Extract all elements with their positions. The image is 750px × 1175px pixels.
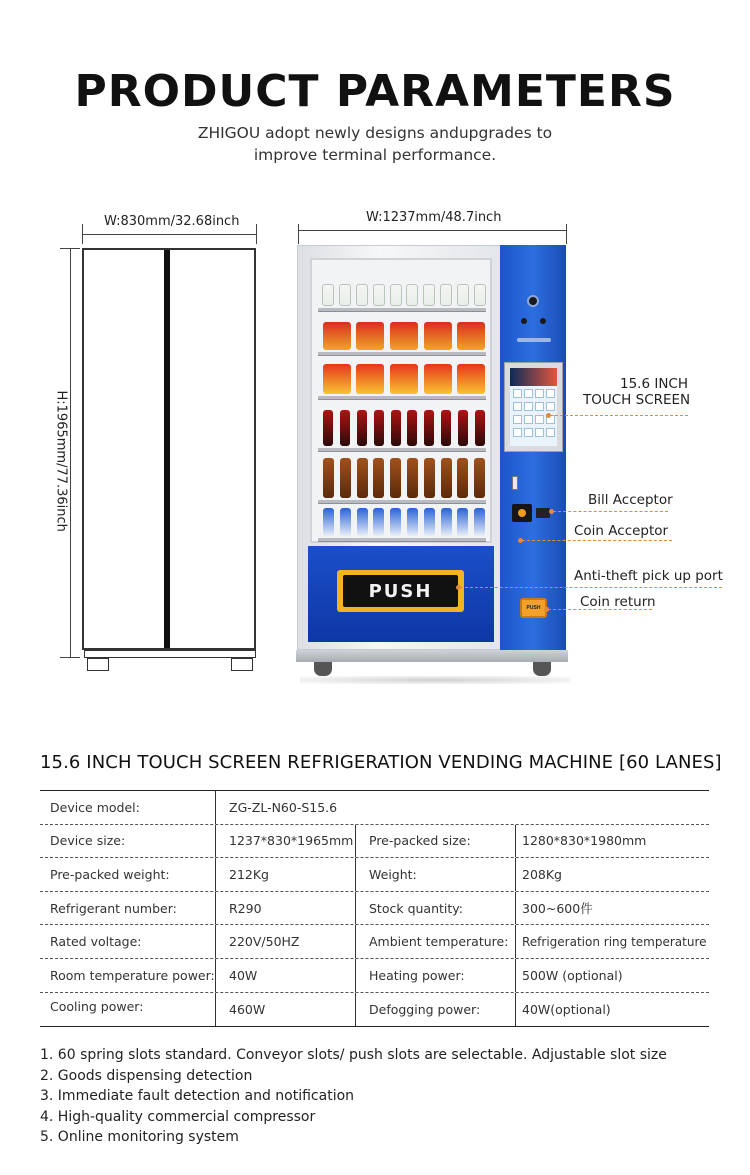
list-item: 4. High-quality commercial compressor — [40, 1108, 316, 1125]
product-item — [357, 410, 367, 446]
list-item: 5. Online monitoring system — [40, 1129, 239, 1146]
subtitle-line-1: ZHIGOU adopt newly designs andupgrades to — [197, 124, 553, 142]
product-item — [340, 508, 351, 536]
shelf — [318, 308, 486, 312]
product-item — [475, 410, 485, 446]
pickup-port-leader — [460, 587, 722, 588]
table-row — [40, 892, 709, 926]
product-item — [357, 508, 368, 536]
spec-label: Pre-packed size: — [355, 825, 515, 858]
product-item — [373, 508, 384, 536]
spec-label: Rated voltage: — [50, 934, 142, 950]
spec-label: Ambient temperature: — [355, 925, 515, 958]
product-item — [424, 364, 452, 394]
shelf — [318, 352, 486, 356]
product-item — [423, 284, 435, 306]
screen-tile — [524, 428, 533, 437]
spec-heading: 15.6 INCH TOUCH SCREEN REFRIGERATION VENDING MACHINE [60 LANES] — [40, 752, 722, 773]
product-item — [356, 364, 384, 394]
coin-return-leader — [548, 609, 652, 610]
product-item — [474, 458, 485, 498]
product-item — [424, 410, 434, 446]
spec-value: 208Kg — [515, 858, 709, 891]
product-item — [373, 284, 385, 306]
screen-tile — [513, 402, 522, 411]
sensor-icon — [521, 318, 527, 324]
coin-acceptor-leader — [522, 540, 672, 541]
product-item — [322, 284, 334, 306]
bill-acceptor-leader — [553, 511, 668, 512]
product-item — [441, 508, 452, 536]
shelf — [318, 448, 486, 452]
product-item — [406, 284, 418, 306]
screen-tile — [546, 389, 555, 398]
product-item — [390, 458, 401, 498]
product-item — [458, 410, 468, 446]
product-item — [323, 322, 351, 350]
product-item — [323, 508, 334, 536]
list-item: 3. Immediate fault detection and notification — [40, 1088, 355, 1105]
table-row — [40, 858, 709, 892]
touch-screen-leader — [550, 415, 688, 416]
product-item — [373, 458, 384, 498]
product-item — [390, 364, 418, 394]
feature-list — [40, 1045, 667, 1148]
subtitle-line-2: improve terminal performance. — [253, 146, 497, 164]
machine-base — [296, 650, 568, 662]
screen-tile — [524, 415, 533, 424]
screen-tile — [524, 389, 533, 398]
product-item — [391, 410, 401, 446]
push-button: PUSH — [343, 575, 458, 607]
height-line — [70, 248, 71, 657]
screen-tile — [535, 428, 544, 437]
shelf — [318, 396, 486, 400]
product-item — [340, 458, 351, 498]
product-item — [323, 458, 334, 498]
product-item — [424, 458, 435, 498]
screen-tile — [513, 428, 522, 437]
spec-label: Device model: — [50, 799, 140, 815]
spec-label: Refrigerant number: — [50, 900, 177, 916]
product-item — [356, 322, 384, 350]
spec-value: 1280*830*1980mm — [515, 825, 709, 858]
spec-value: 40W(optional) — [515, 993, 709, 1027]
spec-value: 212Kg — [215, 858, 355, 891]
product-item — [424, 322, 452, 350]
screen-tile — [513, 389, 522, 398]
spec-value: 1237*830*1965mm — [215, 825, 355, 858]
product-item — [457, 508, 468, 536]
product-item — [374, 410, 384, 446]
spec-label: Defogging power: — [355, 993, 515, 1027]
coin-return-callout: Coin return — [580, 594, 656, 610]
machine-shadow — [300, 676, 570, 684]
spec-value: 460W — [215, 993, 355, 1027]
list-item: 1. 60 spring slots standard. Conveyor slots/ push slots are selectable. Adjustable slot size — [40, 1047, 667, 1063]
table-row — [40, 959, 709, 993]
product-item — [457, 458, 468, 498]
product-item — [356, 284, 368, 306]
coin-return-button: PUSH — [520, 598, 547, 618]
table-row — [40, 925, 709, 959]
side-view-foot-left — [87, 658, 109, 671]
touch-screen — [510, 368, 557, 446]
page-subtitle — [0, 122, 750, 166]
pickup-port-callout: Anti-theft pick up port — [574, 568, 723, 584]
side-view-door-edge — [164, 250, 170, 648]
product-item — [323, 410, 333, 446]
front-width-tick-right — [566, 224, 567, 244]
coin-acceptor-callout: Coin Acceptor — [574, 523, 669, 539]
spec-value: 500W (optional) — [515, 959, 709, 992]
side-width-line — [82, 234, 256, 235]
product-item — [390, 508, 401, 536]
camera-icon — [527, 295, 539, 307]
caster-left — [314, 662, 332, 676]
touch-screen-callout — [583, 376, 691, 408]
side-width-label: W:830mm/32.68inch — [104, 214, 240, 229]
spec-value: 220V/50HZ — [215, 925, 355, 958]
screen-tile — [546, 402, 555, 411]
table-row — [40, 993, 709, 1027]
product-item — [457, 322, 485, 350]
product-item — [474, 508, 485, 536]
screen-tile — [524, 402, 533, 411]
product-item — [407, 508, 418, 536]
spec-table — [40, 790, 709, 1027]
product-item — [441, 458, 452, 498]
product-item — [340, 410, 350, 446]
touch-screen-callout-line1: 15.6 INCH — [619, 376, 688, 392]
product-item — [424, 508, 435, 536]
spec-label: Heating power: — [355, 959, 515, 992]
product-item — [339, 284, 351, 306]
spec-label: Cooling power: — [50, 998, 144, 1014]
front-width-tick-left — [298, 224, 299, 244]
product-item — [474, 284, 486, 306]
product-item — [407, 410, 417, 446]
spec-value: 40W — [215, 959, 355, 992]
shelf — [318, 500, 486, 504]
height-tick-bottom — [60, 657, 80, 658]
product-item — [407, 458, 418, 498]
side-view-foot-right — [231, 658, 253, 671]
list-item: 2. Goods dispensing detection — [40, 1067, 253, 1084]
bill-acceptor — [536, 508, 550, 518]
product-item — [457, 284, 469, 306]
shelf — [318, 538, 486, 542]
spec-label: Pre-packed weight: — [50, 866, 170, 882]
spec-value: Refrigeration ring temperature — [515, 925, 709, 958]
spec-label: Device size: — [50, 833, 126, 849]
coin-indicator — [518, 509, 526, 517]
product-item — [323, 364, 351, 394]
caster-right — [533, 662, 551, 676]
side-width-tick-right — [256, 224, 257, 244]
speaker-grille — [517, 338, 551, 342]
screen-tile — [546, 428, 555, 437]
spec-value: ZG-ZL-N60-S15.6 — [215, 791, 709, 824]
screen-tile — [535, 415, 544, 424]
bill-acceptor-callout: Bill Acceptor — [588, 492, 673, 508]
screen-tile — [535, 389, 544, 398]
product-item — [390, 322, 418, 350]
touch-screen-callout-line2: TOUCH SCREEN — [583, 392, 691, 408]
product-item — [357, 458, 368, 498]
door-lock — [512, 476, 518, 490]
product-item — [440, 284, 452, 306]
front-width-line — [298, 230, 566, 231]
spec-label: Weight: — [355, 858, 515, 891]
sensor-icon — [540, 318, 546, 324]
screen-tile — [535, 402, 544, 411]
front-width-label: W:1237mm/48.7inch — [366, 210, 502, 225]
touch-screen-banner — [510, 368, 557, 386]
page-title: PRODUCT PARAMETERS — [74, 66, 676, 117]
product-item — [390, 284, 402, 306]
table-row — [40, 825, 709, 859]
screen-tile — [513, 415, 522, 424]
spec-value: 300~600件 — [515, 892, 709, 925]
height-label: H:1965mm/77.36inch — [53, 390, 69, 532]
side-view-plinth — [84, 650, 256, 658]
product-item — [457, 364, 485, 394]
table-row — [40, 791, 709, 825]
spec-label: Room temperature power: — [50, 967, 215, 983]
spec-label: Stock quantity: — [355, 892, 515, 925]
spec-value: R290 — [215, 892, 355, 925]
product-item — [441, 410, 451, 446]
